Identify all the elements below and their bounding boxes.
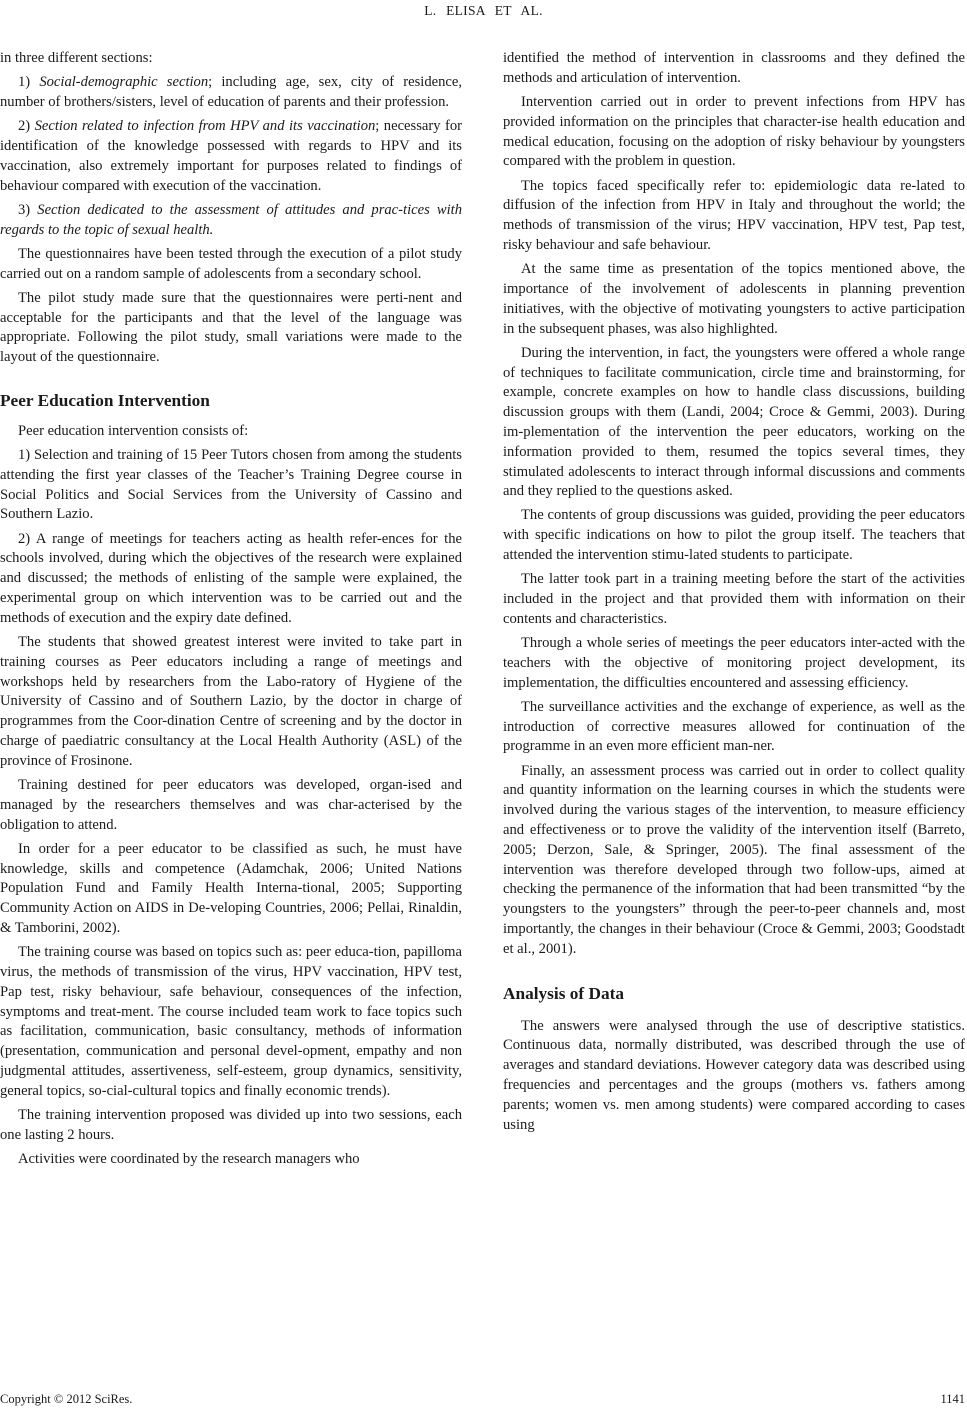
paragraph: The training course was based on topics such as: peer educa-tion, papilloma virus, the methods of transmission of the virus, HPV vaccination, HPV test, Pap test, risky behaviour, safe behaviour, consequences of the infection, symptoms and treat-ment. The course included team work to face topics such as facilitation, communication, basic consultancy, methods of information (presentation, communication and personal devel-opment, empathy and non judgmental attitudes, assertiveness, self-esteem, group dynamics, sensitivity, general topics, so-cial-cultural topics and finally economic trends). bbox=[0, 944, 462, 1099]
paragraph: identified the method of intervention in classrooms and they defined the methods and articulation of intervention. bbox=[503, 50, 965, 86]
paragraph: Activities were coordinated by the research managers who bbox=[18, 1150, 360, 1167]
paragraph: Intervention carried out in order to prevent infections from HPV has provided information on the principles that character-ise health education and medical education, focusing on the adoption of risky behaviour by youngsters compared with the problem in question. bbox=[503, 93, 965, 170]
copyright-footer: Copyright © 2012 SciRes. bbox=[0, 1392, 133, 1406]
paragraph: The latter took part in a training meeting before the start of the activities included in the project and that provided them with information on their contents and characteristics. bbox=[503, 571, 965, 627]
paragraph: in three different sections: bbox=[0, 50, 153, 66]
paragraph: The pilot study made sure that the questionnaires were perti-nent and acceptable for the participants and that the level of the language was appropriate. Following the pilot study, small variations were made to the layout of the questionnaire. bbox=[0, 289, 462, 366]
paragraph: The questionnaires have been tested through the execution of a pilot study carried out on a random sample of adolescents from a secondary school. bbox=[0, 245, 462, 282]
right-column bbox=[503, 49, 965, 1140]
paragraph: Finally, an assessment process was carried out in order to collect quality and quantity information on the learning courses in which the students were involved during the various stages of the intervention, to measure efficiency and effectiveness or to prove the validity of the intervention itself (Barreto, 2005; Derzon, Sale, & Springer, 2005). The final assessment of the intervention was therefore developed through two follow-ups, aimed at checking the permanence of the information that had been transmitted “by the youngsters to the youngsters” through the peer-to-peer channels and, most importantly, the changes in their behaviour (Croce & Gemmi, 2003; Goodstadt et al., 2001). bbox=[503, 762, 965, 957]
paragraph: 2) A range of meetings for teachers acting as health refer-ences for the schools involved, during which the objectives of the research were explained and discussed; the methods of enlisting of the sample were explained, the experimental group on which intervention was to be carried out and the methods of execution and the expiry date defined. bbox=[0, 530, 462, 626]
paragraph: Peer education intervention consists of: bbox=[18, 422, 249, 439]
page-number: 1141 bbox=[940, 1392, 965, 1406]
paragraph: The students that showed greatest interest were invited to take part in training courses as Peer educators including a range of meetings and workshops held by researchers from the Labo-ratory of Hygiene of the University of Cassino and of Southern Lazio, by the doctor in charge of programmes from the Coor-dination Centre of screening and by the doctor in charge of paediatric consultancy at the Local Health Authority (ASL) of the province of Frosinone. bbox=[0, 634, 462, 769]
paragraph: 2) Section related to infection from HPV and its vaccination; necessary for identification of the knowledge possessed with regards to HPV and its vaccination, also extremely important for purposes related to findings of behaviour compared with execution of the vaccination. bbox=[0, 118, 462, 194]
paragraph: 1) Social-demographic section; including age, sex, city of residence, number of brothers/sisters, level of education of parents and their profession. bbox=[0, 74, 463, 110]
paragraph: During the intervention, in fact, the youngsters were offered a whole range of techniques to facilitate communication, circle time and brainstorming, for example, concrete examples on how to handle class discussions, building discussion groups with them (Landi, 2004; Croce & Gemmi, 2003). During im-plementation of the intervention the peer educators, working on the information provided to them, resumed the topics several times, they stimulated adolescents to interact through informal discussions and comments and they replied to the questions asked. bbox=[503, 344, 965, 500]
paragraph: The answers were analysed through the use of descriptive statistics. Continuous data, normally distributed, was described through the use of averages and standard deviations. However category data was described using frequencies and percentages and the groups (mothers vs. fathers among parents; women vs. men among students) were compared according to cases using bbox=[503, 1017, 965, 1133]
paragraph: The contents of group discussions was guided, providing the peer educators with specific indications on how to pilot the group itself. The teachers that attended the intervention stimu-lated students to participate. bbox=[503, 507, 965, 564]
section-heading: Peer Education Intervention bbox=[0, 390, 210, 410]
left-column bbox=[0, 49, 462, 1174]
paragraph: The surveillance activities and the exchange of experience, as well as the introduction of corrective measures allowed for continuation of the programme in an even more efficient man-ner. bbox=[503, 698, 965, 755]
paragraph: 1) Selection and training of 15 Peer Tutors chosen from among the students attending the first year classes of the Teacher’s Training Degree course in Social Politics and Social Services from the University of Cassino and Southern Lazio. bbox=[0, 447, 462, 523]
paragraph: In order for a peer educator to be classified as such, he must have knowledge, skills and competence (Adamchak, 2006; United Nations Population Fund and Family Health Interna-tional, 2005; Supporting Community Action on AIDS in De-veloping Countries, 2006; Pellai, Rinaldin, & Tamborini, 2002). bbox=[0, 840, 462, 936]
paragraph: The topics faced specifically refer to: epidemiologic data re-lated to diffusion of the infection from HPV in Italy and throughout the world; the methods of transmission of the virus; HPV vaccination, HPV test, Pap test, risky behaviour and safe behaviour. bbox=[503, 177, 965, 253]
running-head: L. ELISA ET AL. bbox=[424, 3, 543, 18]
paragraph: Through a whole series of meetings the peer educators inter-acted with the teachers with the objective of monitoring project development, its implementation, the difficulties encountered and assessing efficiency. bbox=[503, 635, 965, 691]
paragraph: Training destined for peer educators was developed, organ-ised and managed by the researchers themselves and was char-acterised by the obligation to attend. bbox=[0, 777, 462, 833]
paragraph: At the same time as presentation of the topics mentioned above, the importance of the involvement of adolescents in planning prevention initiatives, with the objective of motivating youngsters to active participation in the subsequent phases, was also highlighted. bbox=[503, 261, 965, 337]
section-heading: Analysis of Data bbox=[503, 983, 624, 1003]
paragraph: 3) Section dedicated to the assessment of attitudes and prac-tices with regards to the topic of sexual health. bbox=[0, 201, 463, 238]
paragraph: The training intervention proposed was divided up into two sessions, each one lasting 2 hours. bbox=[0, 1106, 462, 1143]
